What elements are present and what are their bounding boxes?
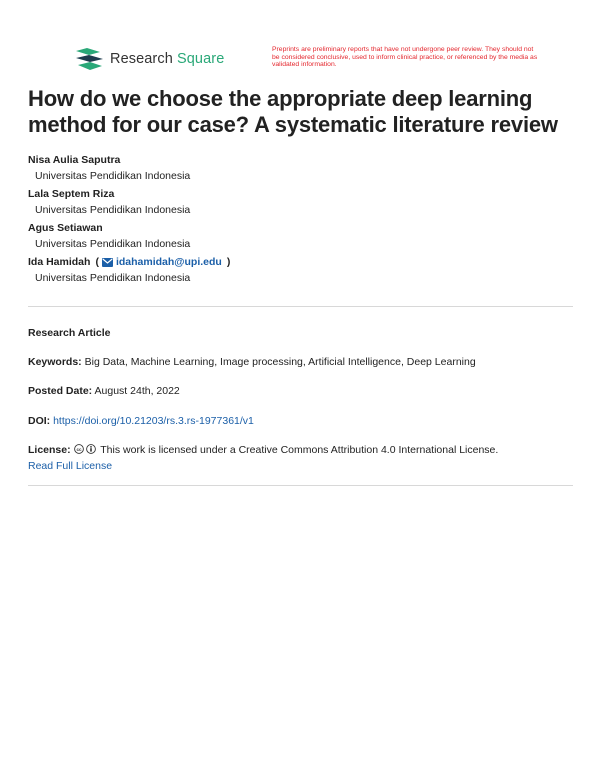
- keywords-line: [28, 354, 573, 370]
- posted-date-line: [28, 383, 573, 399]
- author-name[interactable]: Lala Septem Riza: [28, 188, 115, 200]
- author-entry: [28, 186, 578, 218]
- paren-close: ): [226, 256, 231, 268]
- by-icon: [86, 444, 96, 454]
- read-full-license-link[interactable]: Read Full License: [28, 460, 113, 472]
- license-block: [28, 442, 573, 474]
- section-divider: [28, 485, 573, 486]
- cc-icon: [74, 444, 84, 454]
- section-divider: [28, 306, 573, 307]
- author-entry: [28, 152, 578, 184]
- research-square-logo-icon: [76, 48, 103, 70]
- paper-title: How do we choose the appropriate deep learning method for our case? A systematic literature review: [28, 86, 558, 137]
- author-affiliation: Universitas Pendidikan Indonesia: [35, 170, 191, 182]
- posted-date-value: August 24th, 2022: [94, 385, 180, 397]
- author-affiliation: Universitas Pendidikan Indonesia: [35, 204, 191, 216]
- doi-label: DOI:: [28, 415, 51, 427]
- author-affiliation: Universitas Pendidikan Indonesia: [35, 238, 191, 250]
- keywords-value: Big Data, Machine Learning, Image processing, Artificial Intelligence, Deep Learning: [84, 356, 476, 368]
- research-square-logo: [76, 48, 224, 70]
- author-name[interactable]: Ida Hamidah: [28, 256, 91, 268]
- author-name[interactable]: Nisa Aulia Saputra: [28, 154, 121, 166]
- doi-link[interactable]: https://doi.org/10.21203/rs.3.rs-1977361/v1: [53, 415, 254, 427]
- license-text: This work is licensed under a Creative Commons Attribution 4.0 International License.: [100, 444, 499, 456]
- posted-date-label: Posted Date:: [28, 385, 93, 397]
- doi-line: [28, 413, 573, 429]
- keywords-label: Keywords:: [28, 356, 82, 368]
- author-entry: [28, 220, 578, 252]
- author-affiliation: Universitas Pendidikan Indonesia: [35, 272, 191, 284]
- brand-name: Research Square: [110, 51, 225, 67]
- license-label: License:: [28, 444, 71, 456]
- author-email-link[interactable]: [102, 254, 222, 270]
- svg-text:cc: cc: [75, 446, 82, 452]
- author-name-row: [28, 254, 578, 270]
- article-type: Research Article: [28, 327, 111, 339]
- author-email: idahamidah@upi.edu: [115, 256, 222, 268]
- author-entry: [28, 254, 578, 286]
- paren-open: (: [95, 256, 99, 268]
- author-list: [28, 152, 578, 288]
- envelope-icon: [102, 258, 113, 267]
- author-name[interactable]: Agus Setiawan: [28, 222, 103, 234]
- preprint-disclaimer: Preprints are preliminary reports that have not undergone peer review. They should not be considered conclusive, used to inform clinical practice, or referenced by the media as validated information.: [272, 46, 538, 69]
